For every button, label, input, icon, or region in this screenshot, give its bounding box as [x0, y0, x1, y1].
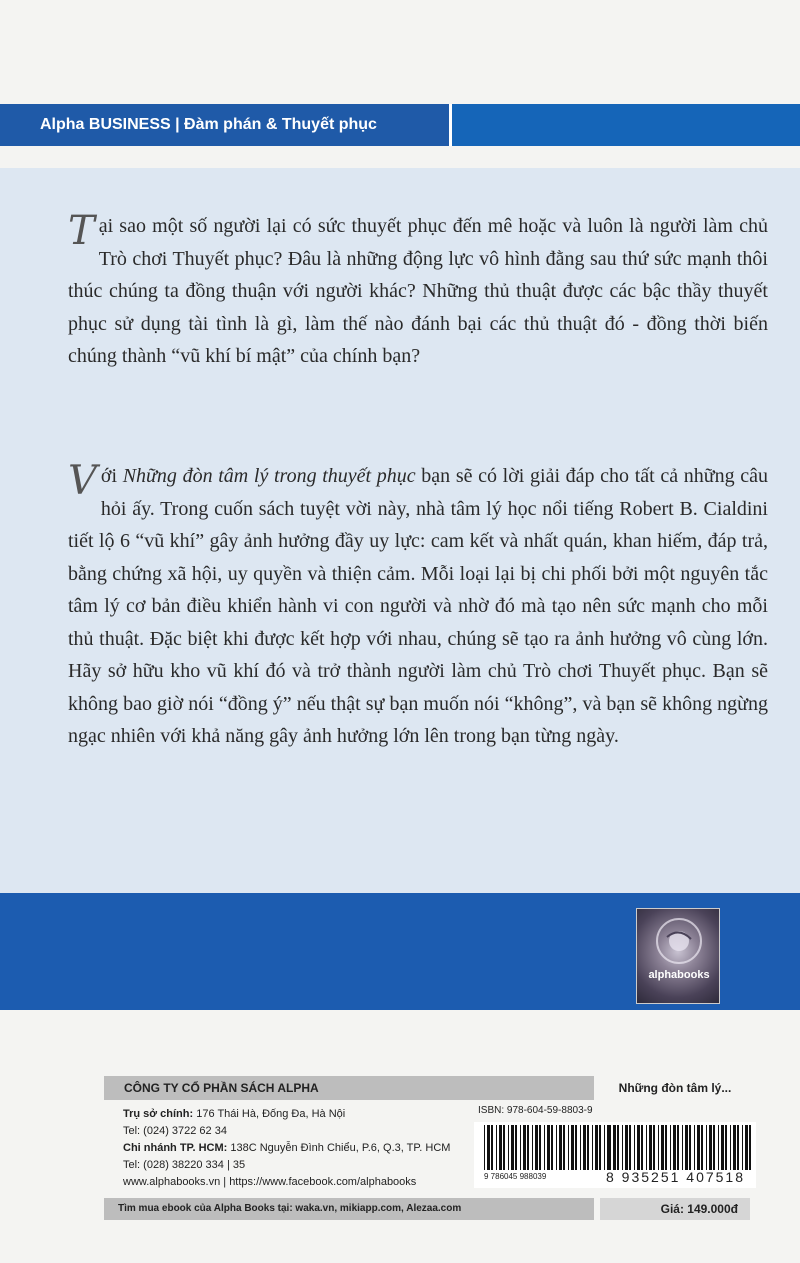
- isbn-text: ISBN: 978-604-59-8803-9: [478, 1105, 593, 1116]
- barcode-bar: [737, 1125, 739, 1170]
- barcode-bar: [625, 1125, 628, 1170]
- barcode-bar: [665, 1125, 667, 1170]
- barcode-bar: [587, 1125, 589, 1170]
- drop-cap-v: V: [68, 458, 97, 504]
- isbn-barcode-number: 9 786045 988039: [484, 1172, 547, 1181]
- branch-text: 138C Nguyễn Đình Chiểu, P.6, Q.3, TP. HCM: [227, 1142, 451, 1154]
- barcode-bar: [484, 1125, 485, 1170]
- logo-emblem-icon: [637, 909, 721, 969]
- barcode-bar: [503, 1125, 505, 1170]
- barcode-bar: [694, 1125, 695, 1170]
- price-tag: Giá: 149.000đ: [600, 1198, 750, 1220]
- barcode-bar: [547, 1125, 550, 1170]
- book-title-italic: Những đòn tâm lý trong thuyết phục: [122, 465, 416, 487]
- blurb-paragraph-2: [68, 460, 768, 753]
- barcode-bar: [718, 1125, 719, 1170]
- barcode-bar: [742, 1125, 743, 1170]
- hq-address: [123, 1106, 345, 1123]
- barcode-bar: [677, 1125, 679, 1170]
- barcode-bar: [532, 1125, 533, 1170]
- barcode-bar: [622, 1125, 623, 1170]
- logo-text: alphabooks: [648, 969, 710, 981]
- hq-text: 176 Thái Hà, Đống Đa, Hà Nội: [193, 1108, 346, 1120]
- barcode-bar: [568, 1125, 569, 1170]
- barcode-bar: [613, 1125, 616, 1170]
- barcode-bar: [535, 1125, 538, 1170]
- barcode-bar: [713, 1125, 715, 1170]
- barcode-bar: [491, 1125, 493, 1170]
- barcode-bar: [685, 1125, 688, 1170]
- barcode-bar: [721, 1125, 724, 1170]
- barcode-bar: [689, 1125, 691, 1170]
- barcode-bar: [575, 1125, 577, 1170]
- barcode-bar: [556, 1125, 557, 1170]
- publisher-bar: CÔNG TY CỔ PHẦN SÁCH ALPHA: [104, 1076, 594, 1100]
- isbn-barcode: [484, 1125, 610, 1170]
- paragraph-1-text: ại sao một số người lại có sức thuyết phục đến mê hoặc và luôn là người làm chủ Trò chơi Thuyết phục? Đâu là những động lực vô hình đằng sau thứ sức mạnh thôi thúc chúng ta đồng thuận với người khác? Những thủ thuật được các bậc thầy thuyết phục sử dụng tài tình là gì, làm thế nào đánh bại các thủ thuật đó - đồng thời biến chúng thành “vũ khí bí mật” của chính bạn?: [68, 215, 768, 367]
- barcode-bar: [646, 1125, 647, 1170]
- hq-tel: Tel: (024) 3722 62 34: [123, 1125, 227, 1137]
- barcode-bar: [544, 1125, 545, 1170]
- barcode-bar: [745, 1125, 748, 1170]
- barcode-bar: [511, 1125, 514, 1170]
- barcode-bar: [583, 1125, 586, 1170]
- branch-address: [123, 1140, 450, 1157]
- barcode-bar: [559, 1125, 562, 1170]
- barcode-bar: [487, 1125, 490, 1170]
- barcode-bar: [599, 1125, 601, 1170]
- blurb-paragraph-1: [68, 210, 768, 373]
- barcode-bar: [592, 1125, 593, 1170]
- barcode-bar: [617, 1125, 619, 1170]
- barcode-bar: [637, 1125, 640, 1170]
- hq-label: Trụ sở chính:: [123, 1108, 194, 1120]
- barcode-bar: [634, 1125, 635, 1170]
- barcode-bar: [670, 1125, 671, 1170]
- ebook-note: Tìm mua ebook của Alpha Books tại: waka.vn, mikiapp.com, Alezaa.com: [104, 1198, 594, 1220]
- barcode-bar: [709, 1125, 712, 1170]
- website-line: www.alphabooks.vn | https://www.facebook.com/alphabooks: [123, 1176, 417, 1188]
- barcode-bar: [629, 1125, 631, 1170]
- drop-cap-t: T: [68, 208, 95, 254]
- barcode-bar: [496, 1125, 497, 1170]
- short-title: Những đòn tâm lý...: [618, 1081, 732, 1095]
- barcode-bar: [520, 1125, 521, 1170]
- paragraph-2-text: bạn sẽ có lời giải đáp cho tất cả những câu hỏi ấy. Trong cuốn sách tuyệt vời này, nhà tâm lý học nổi tiếng Robert B. Cialdini tiết lộ 6 “vũ khí” gây ảnh hưởng đầy uy lực: cam kết và nhất quán, khan hiếm, đáp trả, bằng chứng xã hội, uy quyền và thiện cảm. Mỗi loại lại bị chi phối bởi một nguyên tắc tâm lý cơ bản điều khiển hành vi con người và nhờ đó mà tạo nên sức mạnh cho mỗi thủ thuật. Đặc biệt khi được kết hợp với nhau, chúng sẽ tạo ra ảnh hưởng vô cùng lớn. Hãy sở hữu kho vũ khí đó và trở thành người làm chủ Trò chơi Thuyết phục. Bạn sẽ không bao giờ nói “đồng ý” nếu thật sự bạn muốn nói “không”, và bạn sẽ không ngừng ngạc nhiên với khả năng gây ảnh hưởng lớn lên trong bạn từng ngày.: [68, 465, 769, 747]
- barcode-bar: [649, 1125, 652, 1170]
- barcode-bar: [673, 1125, 676, 1170]
- alphabooks-logo: [636, 908, 720, 1004]
- barcode-bar: [658, 1125, 659, 1170]
- barcode-bar: [580, 1125, 581, 1170]
- barcode-bar: [539, 1125, 541, 1170]
- barcode-bar: [551, 1125, 553, 1170]
- barcode-bar: [563, 1125, 565, 1170]
- barcode-bar: [610, 1125, 611, 1170]
- branch-tel: Tel: (028) 38220 334 | 35: [123, 1159, 246, 1171]
- barcode-bar: [595, 1125, 598, 1170]
- barcode-bar: [641, 1125, 643, 1170]
- barcode-bar: [571, 1125, 574, 1170]
- barcode-bar: [499, 1125, 502, 1170]
- barcode-bar: [706, 1125, 707, 1170]
- barcode-bar: [725, 1125, 727, 1170]
- barcode-bar: [527, 1125, 529, 1170]
- ean-barcode-number: 8 935251 407518: [606, 1169, 745, 1185]
- ean-barcode: [610, 1125, 752, 1170]
- barcode-bar: [682, 1125, 683, 1170]
- paragraph-2-lead: ới: [100, 465, 123, 487]
- barcode-bar: [697, 1125, 700, 1170]
- barcode-bar: [604, 1125, 605, 1170]
- barcode-bar: [661, 1125, 664, 1170]
- barcode-bar: [749, 1125, 751, 1170]
- barcode-bar: [515, 1125, 517, 1170]
- barcode-bar: [701, 1125, 703, 1170]
- barcode-bar: [733, 1125, 736, 1170]
- barcode-bar: [523, 1125, 526, 1170]
- barcode-bar: [653, 1125, 655, 1170]
- barcode-bar: [508, 1125, 509, 1170]
- branch-label: Chi nhánh TP. HCM:: [123, 1142, 228, 1154]
- series-label: Alpha BUSINESS | Đàm phán & Thuyết phục: [0, 104, 452, 146]
- barcode-bar: [730, 1125, 731, 1170]
